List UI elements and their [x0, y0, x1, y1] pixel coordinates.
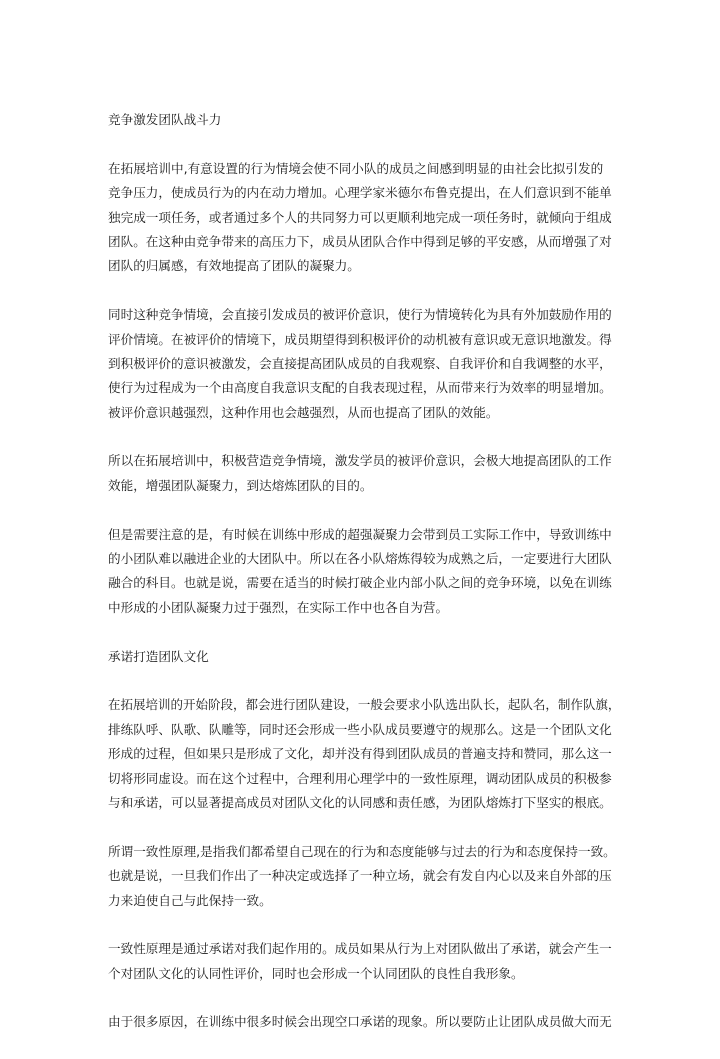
paragraph [108, 449, 618, 498]
paragraph [108, 937, 618, 986]
paragraph [108, 157, 618, 279]
text-line: 使行为过程成为一个由高度自我意识支配的自我表现过程，从而带来行为效率的明显增加。 [108, 380, 612, 396]
section-heading: 承诺打造团队文化 [108, 648, 209, 664]
text-line: 同时这种竞争情境，会直接引发成员的被评价意识，使行为情境转化为具有外加鼓励作用的 [108, 307, 612, 323]
text-line: 也就是说，一旦我们作出了一种决定或选择了一种立场，就会有发自内心以及来自外部的压 [108, 868, 612, 884]
text-line: 在拓展培训的开始阶段，都会进行团队建设，一般会要求小队选出队长，起队名，制作队旗， [108, 697, 621, 713]
text-line: 力来迫使自己与此保持一致。 [108, 892, 272, 908]
text-line: 形成的过程，但如果只是形成了文化，却并没有得到团队成员的普遍支持和赞同，那么这一 [108, 746, 612, 762]
text-line: 在拓展培训中,有意设置的行为情境会使不同小队的成员之间感到明显的由社会比拟引发的 [108, 160, 604, 176]
section-heading: 竞争激发团队战斗力 [108, 112, 222, 127]
text-line: 团队。在这种由竞争带来的高压力下，成员从团队合作中得到足够的平安感，从而增强了对 [108, 233, 612, 249]
text-line: 效能，增强团队凝聚力，到达熔炼团队的目的。 [108, 477, 373, 493]
text-line: 个对团队文化的认同性评价，同时也会形成一个认同团队的良性自我形象。 [108, 965, 524, 981]
text-line: 切将形同虚设。而在这个过程中，合理利用心理学中的一致性原理，调动团队成员的积极参 [108, 770, 612, 786]
text-line: 的小团队难以融进企业的大团队中。所以在各小队熔炼得较为成熟之后，一定要进行大团队 [108, 551, 612, 567]
text-line: 中形成的小团队凝聚力过于强烈，在实际工作中也各自为营。 [108, 599, 449, 615]
paragraph [108, 523, 618, 621]
paragraph [108, 693, 621, 815]
text-line: 团队的归属感，有效地提高了团队的凝聚力。 [108, 258, 360, 274]
text-line: 竞争压力，使成员行为的内在动力增加。心理学家米德尔布鲁克提出，在人们意识到不能单 [108, 185, 612, 201]
paragraph [108, 303, 618, 425]
text-line: 但是需要注意的是，有时候在训练中形成的超强凝聚力会带到员工实际工作中，导致训练中 [108, 526, 612, 542]
text-line: 融合的科目。也就是说，需要在适当的时候打破企业内部小队之间的竞争环境，以免在训练 [108, 575, 612, 591]
paragraph [108, 1010, 618, 1034]
text-line: 评价情境。在被评价的情境下，成员期望得到积极评价的动机被有意识或无意识地激发。得 [108, 331, 612, 347]
document-body [108, 108, 621, 1059]
text-line: 由于很多原因，在训练中很多时候会出现空口承诺的现象。所以要防止让团队成员做大而无 [108, 1014, 612, 1030]
text-line: 所谓一致性原理,是指我们都希望自己现在的行为和态度能够与过去的行为和态度保持一致。 [108, 843, 616, 859]
text-line: 与和承诺，可以显著提高成员对团队文化的认同感和责任感，为团队熔炼打下坚实的根底。 [108, 794, 612, 810]
text-line: 被评价意识越强烈，这种作用也会越强烈，从而也提高了团队的效能。 [108, 404, 499, 420]
paragraph [108, 840, 618, 913]
text-line: 排练队呼、队歌、队雕等，同时还会形成一些小队成员要遵守的规那么。这是一个团队文化 [108, 721, 612, 737]
text-line: 到积极评价的意识被激发，会直接提高团队成员的自我观察、自我评价和自我调整的水平， [108, 355, 612, 371]
text-line: 独完成一项任务，或者通过多个人的共同努力可以更顺利地完成一项任务时，就倾向于组成 [108, 209, 612, 225]
text-line: 一致性原理是通过承诺对我们起作用的。成员如果从行为上对团队做出了承诺，就会产生一 [108, 941, 612, 957]
text-line: 所以在拓展培训中，积极营造竞争情境，激发学员的被评价意识，会极大地提高团队的工作 [108, 453, 612, 469]
